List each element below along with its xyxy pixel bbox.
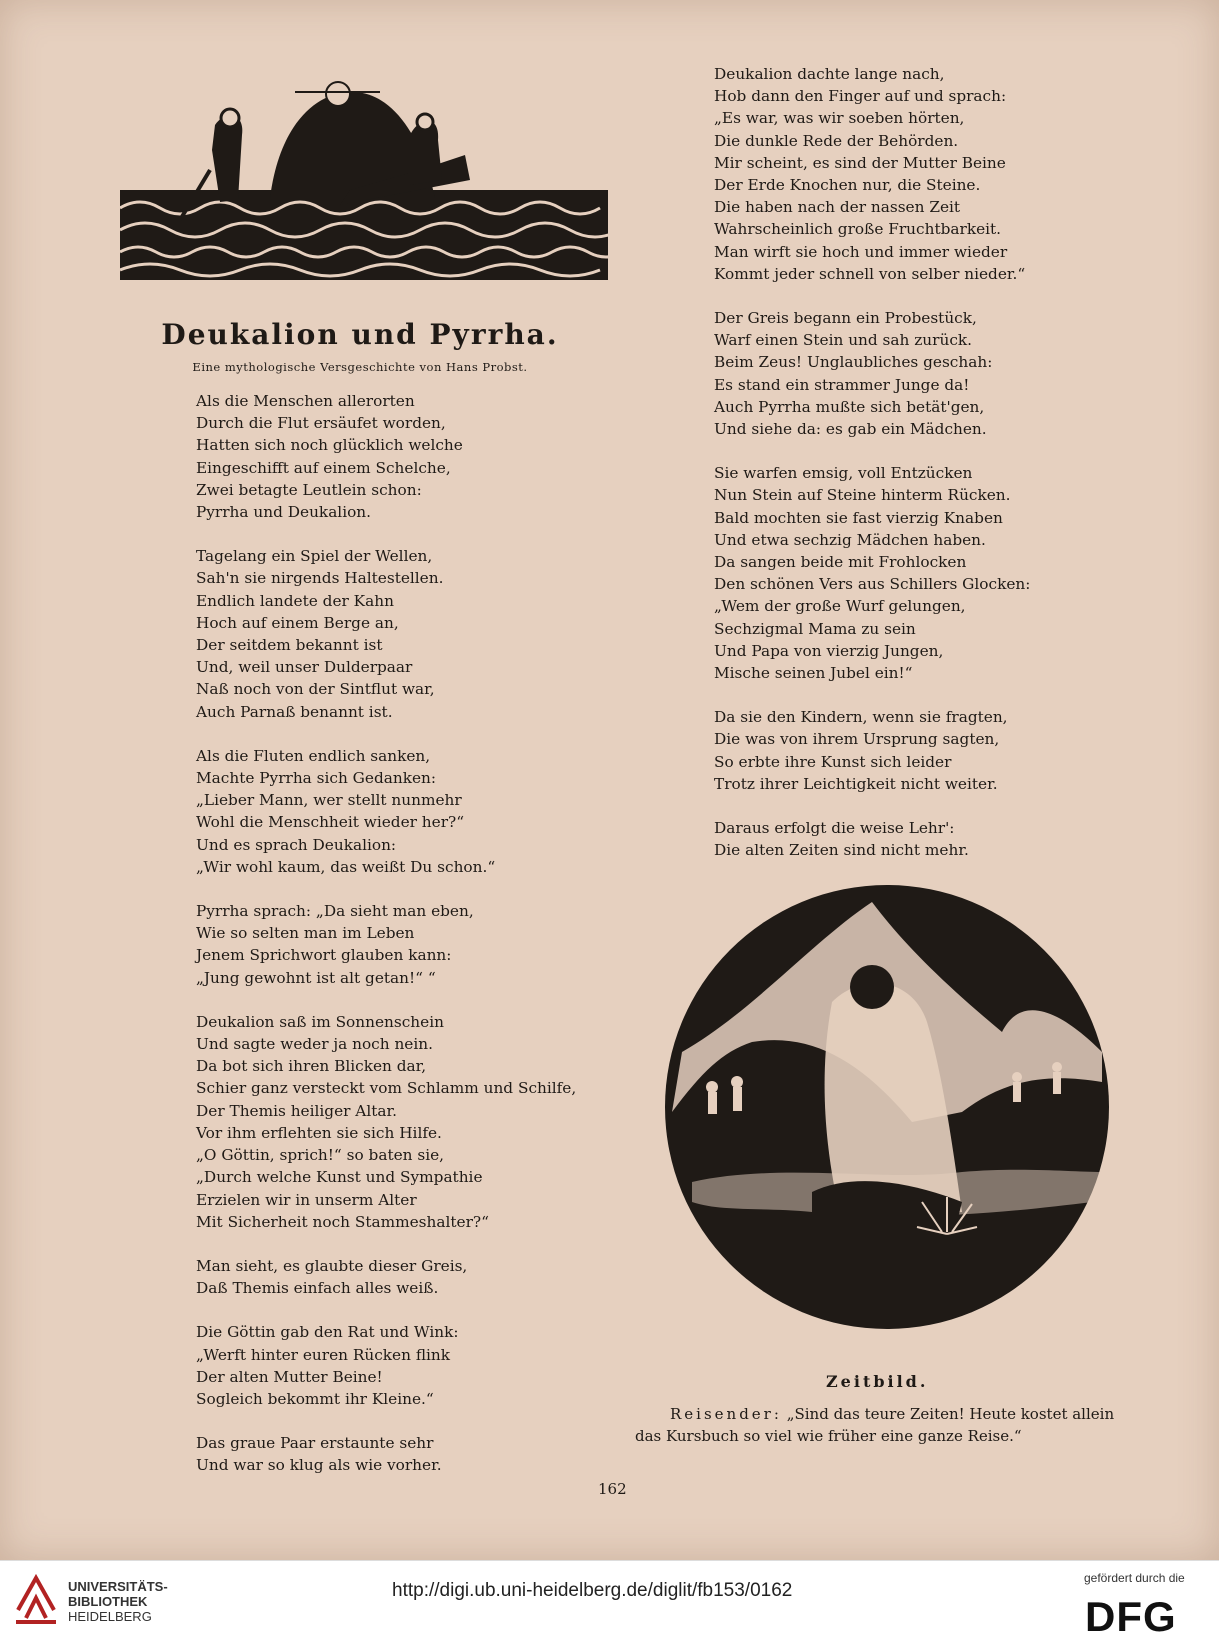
stanza [196, 900, 576, 989]
poem-line: Die dunkle Rede der Behörden. [714, 131, 959, 150]
library-logo-icon [12, 1570, 60, 1626]
poem-line: Und, weil unser Dulderpaar [196, 658, 413, 677]
poem-line: Der Greis begann ein Probestück, [714, 309, 977, 328]
poem-line: Es stand ein strammer Junge da! [714, 375, 970, 394]
poem-line: Pyrrha und Deukalion. [196, 503, 372, 522]
dfg-logo[interactable]: DFG [1085, 1593, 1177, 1640]
poem-line: Hob dann den Finger auf und sprach: [714, 87, 1007, 106]
poem-line: Kommt jeder schnell von selber nieder.“ [714, 264, 1026, 283]
footer-bar [0, 1560, 1219, 1647]
poem-line: Naß noch von der Sintflut war, [196, 680, 435, 699]
stanza [196, 745, 576, 878]
stanza [196, 1432, 576, 1476]
poem-line: Sah'n sie nirgends Haltestellen. [196, 569, 444, 588]
poem-line: Und etwa sechzig Mädchen haben. [714, 530, 986, 549]
poem-right-column [714, 63, 1030, 884]
poem-subtitle: Eine mythologische Versgeschichte von Hans Probst. [192, 360, 528, 374]
poem-line: Die haben nach der nassen Zeit [714, 198, 961, 217]
stanza [714, 817, 1030, 861]
poem-line: „Wir wohl kaum, das weißt Du schon.“ [196, 857, 496, 876]
boat-illustration [120, 80, 608, 290]
poem-line: Die was von ihrem Ursprung sagten, [714, 730, 1000, 749]
stanza [196, 1011, 576, 1233]
poem-line: „Werft hinter euren Rücken flink [196, 1345, 451, 1364]
stanza [714, 63, 1030, 285]
poem-line: Daraus erfolgt die weise Lehr': [714, 819, 955, 838]
poem-line: Zwei betagte Leutlein schon: [196, 480, 422, 499]
library-line-2: BIBLIOTHEK [68, 1594, 148, 1609]
stanza [196, 1321, 576, 1410]
poem-line: Bald mochten sie fast vierzig Knaben [714, 508, 1003, 527]
poem-title: Deukalion und Pyrrha. [161, 318, 559, 351]
poem-line: Wohl die Menschheit wieder her?“ [196, 813, 465, 832]
poem-line: Auch Parnaß benannt ist. [196, 702, 393, 721]
poem-line: Sogleich bekommt ihr Kleine.“ [196, 1389, 434, 1408]
permalink-url[interactable]: http://digi.ub.uni-heidelberg.de/diglit/fb153/0162 [392, 1580, 793, 1601]
poem-line: Warf einen Stein und sah zurück. [714, 331, 973, 350]
poem-line: Jenem Sprichwort glauben kann: [196, 946, 452, 965]
poem-line: Da sangen beide mit Frohlocken [714, 553, 967, 572]
poem-line: Mit Sicherheit noch Stammeshalter?“ [196, 1212, 489, 1231]
poem-line: Schier ganz versteckt vom Schlamm und Schilfe, [196, 1079, 577, 1098]
zeitbild-title: Zeitbild. [826, 1372, 929, 1391]
poem-line: Man sieht, es glaubte dieser Greis, [196, 1256, 468, 1275]
poem-line: Deukalion saß im Sonnenschein [196, 1012, 444, 1031]
poem-line: Daß Themis einfach alles weiß. [196, 1279, 439, 1298]
poem-line: Und siehe da: es gab ein Mädchen. [714, 420, 987, 439]
funding-note: gefördert durch die [1084, 1571, 1185, 1585]
poem-line: Auch Pyrrha mußte sich betät'gen, [714, 397, 985, 416]
poem-line: Die Göttin gab den Rat und Wink: [196, 1323, 459, 1342]
poem-line: Den schönen Vers aus Schillers Glocken: [714, 575, 1031, 594]
poem-line: Mische seinen Jubel ein!“ [714, 664, 913, 683]
poem-line: Der seitdem bekannt ist [196, 636, 383, 655]
poem-line: Vor ihm erflehten sie sich Hilfe. [196, 1123, 442, 1142]
poem-line: Da bot sich ihren Blicken dar, [196, 1057, 427, 1076]
poem-line: Eingeschifft auf einem Schelche, [196, 458, 451, 477]
stanza [196, 1255, 576, 1299]
poem-line: „O Göttin, sprich!“ so baten sie, [196, 1146, 445, 1165]
poem-line: Nun Stein auf Steine hinterm Rücken. [714, 486, 1011, 505]
poem-line: Man wirft sie hoch und immer wieder [714, 242, 1008, 261]
poem-line: Tagelang ein Spiel der Wellen, [196, 547, 433, 566]
poem-line: Hatten sich noch glücklich welche [196, 436, 463, 455]
stanza [196, 390, 576, 523]
poem-line: Hoch auf einem Berge an, [196, 613, 399, 632]
library-line-3: HEIDELBERG [68, 1609, 152, 1624]
poem-line: Und es sprach Deukalion: [196, 835, 397, 854]
poem-line: Endlich landete der Kahn [196, 591, 394, 610]
poem-line: Das graue Paar erstaunte sehr [196, 1434, 434, 1453]
poem-line: Der Erde Knochen nur, die Steine. [714, 176, 981, 195]
zeitbild-line [635, 1403, 1155, 1425]
page-number: 162 [598, 1480, 627, 1498]
poem-line: Der alten Mutter Beine! [196, 1367, 383, 1386]
poem-line: Sechzigmal Mama zu sein [714, 619, 916, 638]
stanza [714, 307, 1030, 440]
poem-line: Und Papa von vierzig Jungen, [714, 641, 944, 660]
zeitbild-line-1: „Sind das teure Zeiten! Heute kostet allein [786, 1405, 1115, 1423]
poem-line: Beim Zeus! Unglaubliches geschah: [714, 353, 993, 372]
poem-line: Pyrrha sprach: „Da sieht man eben, [196, 902, 474, 921]
zeitbild-text [635, 1403, 1155, 1447]
circle-illustration [662, 882, 1112, 1332]
poem-line: „Wem der große Wurf gelungen, [714, 597, 966, 616]
poem-line: Mir scheint, es sind der Mutter Beine [714, 153, 1006, 172]
stanza [196, 545, 576, 723]
poem-line: Deukalion dachte lange nach, [714, 65, 945, 83]
poem-line: Erzielen wir in unserm Alter [196, 1190, 417, 1209]
poem-line: Trotz ihrer Leichtigkeit nicht weiter. [714, 774, 998, 793]
poem-line: „Es war, was wir soeben hörten, [714, 109, 965, 128]
poem-line: Als die Menschen allerorten [196, 392, 415, 410]
poem-line: Und war so klug als wie vorher. [196, 1456, 442, 1475]
zeitbild-line-2: das Kursbuch so viel wie früher eine ganze Reise.“ [635, 1427, 1022, 1445]
poem-left-column [196, 390, 576, 1499]
poem-line: Die alten Zeiten sind nicht mehr. [714, 841, 969, 860]
poem-line: „Jung gewohnt ist alt getan!“ “ [196, 968, 436, 987]
poem-line: So erbte ihre Kunst sich leider [714, 752, 952, 771]
poem-line: Wie so selten man im Leben [196, 924, 415, 943]
poem-line: Sie warfen emsig, voll Entzücken [714, 464, 973, 483]
poem-line: „Lieber Mann, wer stellt nunmehr [196, 791, 462, 810]
stanza [714, 706, 1030, 795]
poem-line: Der Themis heiliger Altar. [196, 1101, 398, 1120]
poem-line: Machte Pyrrha sich Gedanken: [196, 769, 437, 788]
stanza [714, 462, 1030, 684]
poem-line: Wahrscheinlich große Fruchtbarkeit. [714, 220, 1002, 239]
poem-line: „Durch welche Kunst und Sympathie [196, 1168, 483, 1187]
poem-line: Durch die Flut ersäufet worden, [196, 414, 446, 433]
poem-line: Und sagte weder ja noch nein. [196, 1035, 433, 1054]
library-line-1: UNIVERSITÄTS- [68, 1579, 168, 1594]
library-name[interactable] [68, 1579, 168, 1624]
zeitbild-speaker: Reisender: [670, 1405, 782, 1423]
poem-line: Als die Fluten endlich sanken, [196, 746, 431, 765]
poem-line: Da sie den Kindern, wenn sie fragten, [714, 708, 1008, 727]
